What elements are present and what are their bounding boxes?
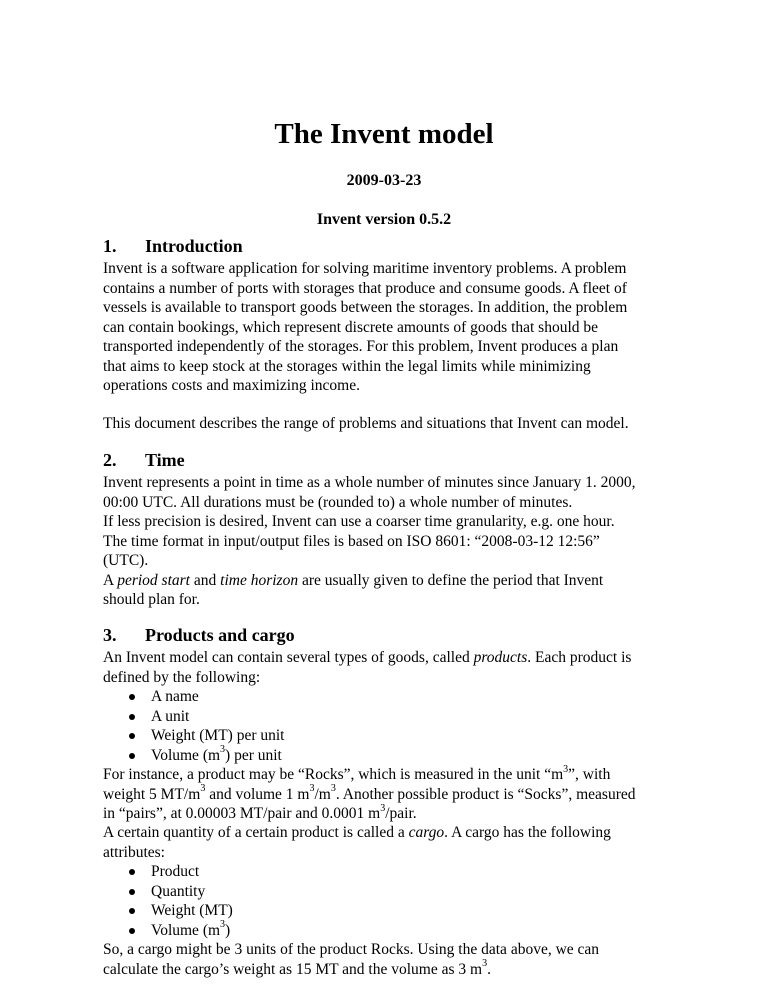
- products-example-paragraph: [103, 765, 693, 824]
- text-line: The time format in input/output files is based on ISO 8601: “2008-03-12 12:56”: [103, 532, 600, 550]
- list-item: Weight (MT) per unit: [103, 726, 693, 746]
- section-title: Time: [145, 450, 185, 470]
- introduction-paragraph: [103, 259, 693, 396]
- text-line: Invent represents a point in time as a whole number of minutes since January 1. 2000,: [103, 474, 636, 491]
- term-cargo: cargo: [408, 824, 445, 841]
- text-line: (UTC).: [103, 552, 149, 569]
- list-item: Volume $(m^3)$: [103, 921, 693, 941]
- list-item: Volume $(m^3)$ per unit: [103, 746, 693, 766]
- cargo-attributes-list: [103, 862, 693, 940]
- introduction-closing: [103, 414, 693, 434]
- list-item: A name: [103, 687, 693, 707]
- document-title: The Invent model: [274, 118, 494, 150]
- text-line: should plan for.: [103, 591, 200, 608]
- product-attributes-list: [103, 687, 693, 765]
- products-paragraph: [103, 648, 693, 687]
- text-line: operations costs and maximizing income.: [103, 377, 360, 394]
- cargo-example-paragraph: [103, 940, 693, 979]
- cargo-paragraph: [103, 823, 693, 862]
- text-line: calculate the cargo’s weight as 15 MT and the volume as 3 $m^3$.: [103, 958, 491, 978]
- list-item: Product: [103, 862, 693, 882]
- text-line: vessels is available to transport goods between the storages. In addition, the problem: [103, 299, 628, 316]
- section-number: 2.: [103, 450, 117, 470]
- text-line: defined by the following:: [103, 668, 261, 686]
- text-line: For instance, a product may be “Rocks”, which is measured in the unit “$m^3$”, with: [103, 763, 611, 783]
- text-line: An Invent model can contain several types of goods, called products. Each product is: [103, 649, 632, 666]
- document-date: 2009-03-23: [346, 172, 422, 189]
- section-number: 1.: [103, 236, 117, 256]
- term-products: products: [473, 649, 528, 666]
- list-item: Weight (MT): [103, 901, 693, 921]
- term-period-start: period start: [117, 571, 190, 589]
- text-line: A certain quantity of a certain product is called a cargo. A cargo has the following: [103, 824, 611, 841]
- text-line: weight 5 $MT/m^3$ and volume 1 $m^3/m^3$. Another possible product is “Socks”, measured: [103, 783, 636, 803]
- text-line: So, a cargo might be 3 units of the product Rocks. Using the data above, we can: [103, 941, 600, 958]
- list-item: Quantity: [103, 882, 693, 902]
- text-line: This document describes the range of problems and situations that Invent can model.: [103, 415, 629, 432]
- text-line: transported independently of the storages. For this problem, Invent produces a plan: [103, 338, 619, 355]
- text-line: contains a number of ports with storages that produce and consume goods. A fleet of: [103, 279, 627, 297]
- text-line: A period start and time horizon are usually given to define the period that Invent: [103, 571, 604, 589]
- time-paragraph: [103, 473, 693, 610]
- list-item: A unit: [103, 707, 693, 727]
- text-line: Invent is a software application for solving maritime inventory problems. A problem: [103, 260, 627, 277]
- section-heading-products-and-cargo: [103, 624, 703, 646]
- text-line: If less precision is desired, Invent can use a coarser time granularity, e.g. one hour.: [103, 513, 615, 530]
- document-version: Invent version 0.5.2: [316, 211, 452, 228]
- text-line: can contain bookings, which represent discrete amounts of goods that should be: [103, 318, 599, 336]
- text-line: 00:00 UTC. All durations must be (rounded to) a whole number of minutes.: [103, 493, 573, 511]
- section-title: Products and cargo: [145, 625, 295, 645]
- term-time-horizon: time horizon: [220, 571, 299, 589]
- section-heading-introduction: [103, 235, 703, 257]
- section-number: 3.: [103, 625, 117, 645]
- section-heading-time: [103, 449, 703, 471]
- text-line: in “pairs”, at 0.00003 MT/pair and 0.0001 $m^3$/pair.: [103, 802, 417, 822]
- text-line: that aims to keep stock at the storages within the legal limits while minimizing: [103, 357, 591, 375]
- section-title: Introduction: [145, 236, 243, 256]
- text-line: attributes:: [103, 843, 165, 861]
